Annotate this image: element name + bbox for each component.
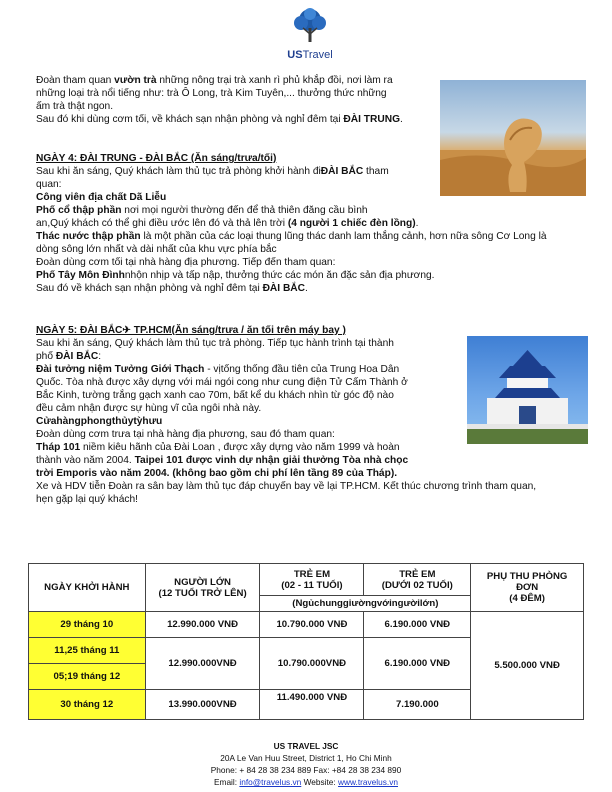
row2-date: 11,25 tháng 11: [29, 638, 146, 664]
tree-logo-icon: [290, 6, 330, 46]
header-single-supplement: PHỤ THU PHÒNG ĐƠN (4 ĐÊM): [471, 564, 584, 612]
single-supplement-price: 5.500.000 VNĐ: [471, 612, 584, 720]
header-infant: TRẺ EM (DƯỚI 02 TUỔI): [364, 564, 471, 596]
row1-child-price: 10.790.000 VNĐ: [260, 612, 364, 638]
day4-section: NGÀY 4: ĐÀI TRUNG - ĐÀI BẮC (Ăn sáng/trưa/tối) Sau khi ăn sáng, Quý khách làm thủ tục trả phòng khởi hành điĐÀI BẮC tham quan: Công viên địa chất Dã Liễu Phố cổ thập phần nơi mọi người thường đến để thả thiên đăng cầu bình an,Quý khách có thể ghi điều ước lên đó và thả lên trời (4 người 1 chiếc đèn lồng). Thác nước thập phần là một phần của các loại thung lũng thác danh lam thắng cảnh, hơn nữa sông Cơ Long là dòng sông lớn nhất và dài nhất của khu vực phía bắc Đoàn dùng cơm tối tại nhà hàng địa phương. Tiếp đến tham quan: Phố Tây Môn Đìnhnhộn nhịp và tấp nập, thưởng thức các món ăn đặc sản địa phương. Sau đó về khách sạn nhận phòng và nghỉ đêm tại ĐÀI BẮC.: [36, 153, 547, 294]
footer-company: US TRAVEL JSC: [273, 741, 339, 751]
header-child-note: (Ngủchunggiườngvớingườilớn): [260, 596, 471, 612]
header-departure-date: NGÀY KHỞI HÀNH: [29, 564, 146, 612]
row1-adult-price: 12.990.000 VNĐ: [145, 612, 260, 638]
day4-heading: NGÀY 4: ĐÀI TRUNG - ĐÀI BẮC (Ăn sáng/trưa/tối): [36, 153, 277, 164]
row1-infant-price: 6.190.000 VNĐ: [364, 612, 471, 638]
row23-infant-price: 6.190.000 VNĐ: [364, 638, 471, 690]
row4-infant-price: 7.190.000: [364, 690, 471, 720]
day3-paragraph: Đoàn tham quan vườn trà những nông trại trà xanh rì phủ khắp đồi, nơi làm ra những loại trà nổi tiếng như: trà Ô Long, trà Kim Tuyên,... thưởng thức những ấm trà thật ngon. Sau đó khi dùng cơm tối, về khách sạn nhận phòng và nghỉ đêm tại ĐÀI TRUNG.: [36, 75, 403, 125]
footer-phone: Phone: + 84 28 38 234 889 Fax: +84 28 38 234 890: [210, 765, 402, 775]
website-link[interactable]: www.travelus.vn: [338, 777, 398, 787]
row23-adult-price: 12.990.000VNĐ: [145, 638, 260, 690]
email-link[interactable]: info@travelus.vn: [239, 777, 302, 787]
price-table: [28, 563, 584, 720]
logo-wordmark: USTravel: [287, 49, 333, 61]
company-logo: [270, 6, 350, 66]
row4-adult-price: 13.990.000VNĐ: [145, 690, 260, 720]
row1-date: 29 tháng 10: [29, 612, 146, 638]
row4-date: 30 tháng 12: [29, 690, 146, 720]
row23-child-price: 10.790.000VNĐ: [260, 638, 364, 690]
day5-section: NGÀY 5: ĐÀI BẮC✈ TP.HCM(Ăn sáng/trưa / ăn tối trên máy bay ) Sau khi ăn sáng, Quý khách làm thủ tục trả phòng. Tiếp tục hành trình tại thành phố ĐÀI BẮC: Đài tưởng niệm Tưởng Giới Thạch - vịtống thống đầu tiên của Trung Hoa Dân Quốc. Tòa nhà được xây dựng với mái ngói cong như cung điện Tử Cấm Thành ở Bắc Kinh, tường trắng gạch xanh cao 70m, bất kể du khách nhìn từ góc độ nào đều cảm nhận được sự hùng vĩ của ngôi nhà này. Cửahàngphongthủytỳhưu Đoàn dùng cơm trưa tại nhà hàng địa phương, sau đó tham quan: Tháp 101 niềm kiêu hãnh của Đài Loan , được xây dựng vào năm 1999 và hoàn thành vào năm 2004. Taipei 101 được vinh dự nhận giải thưởng Tòa nhà chọc trời Emporis vào năm 2004. (không bao gồm chi phí lên tầng 89 của Tháp). Xe và HDV tiễn Đoàn ra sân bay làm thủ tục đáp chuyến bay về lại TP.HCM. Kết thúc chương trình tham quan, hẹn gặp lại quý khách!: [36, 325, 537, 505]
header-child: TRẺ EM (02 - 11 TUỔI): [260, 564, 364, 596]
day5-heading: NGÀY 5: ĐÀI BẮC✈ TP.HCM(Ăn sáng/trưa / ăn tối trên máy bay ): [36, 325, 346, 336]
row4-child-price: 11.490.000 VNĐ: [260, 690, 364, 720]
footer-contact: Email: info@travelus.vn Website: www.travelus.vn: [214, 777, 398, 787]
footer-address: 20A Le Van Huu Street, District 1, Ho Chi Minh: [220, 753, 392, 763]
row3-date: 05;19 tháng 12: [29, 664, 146, 690]
header-adult: NGƯỜI LỚN (12 TUỔI TRỞ LÊN): [145, 564, 260, 612]
